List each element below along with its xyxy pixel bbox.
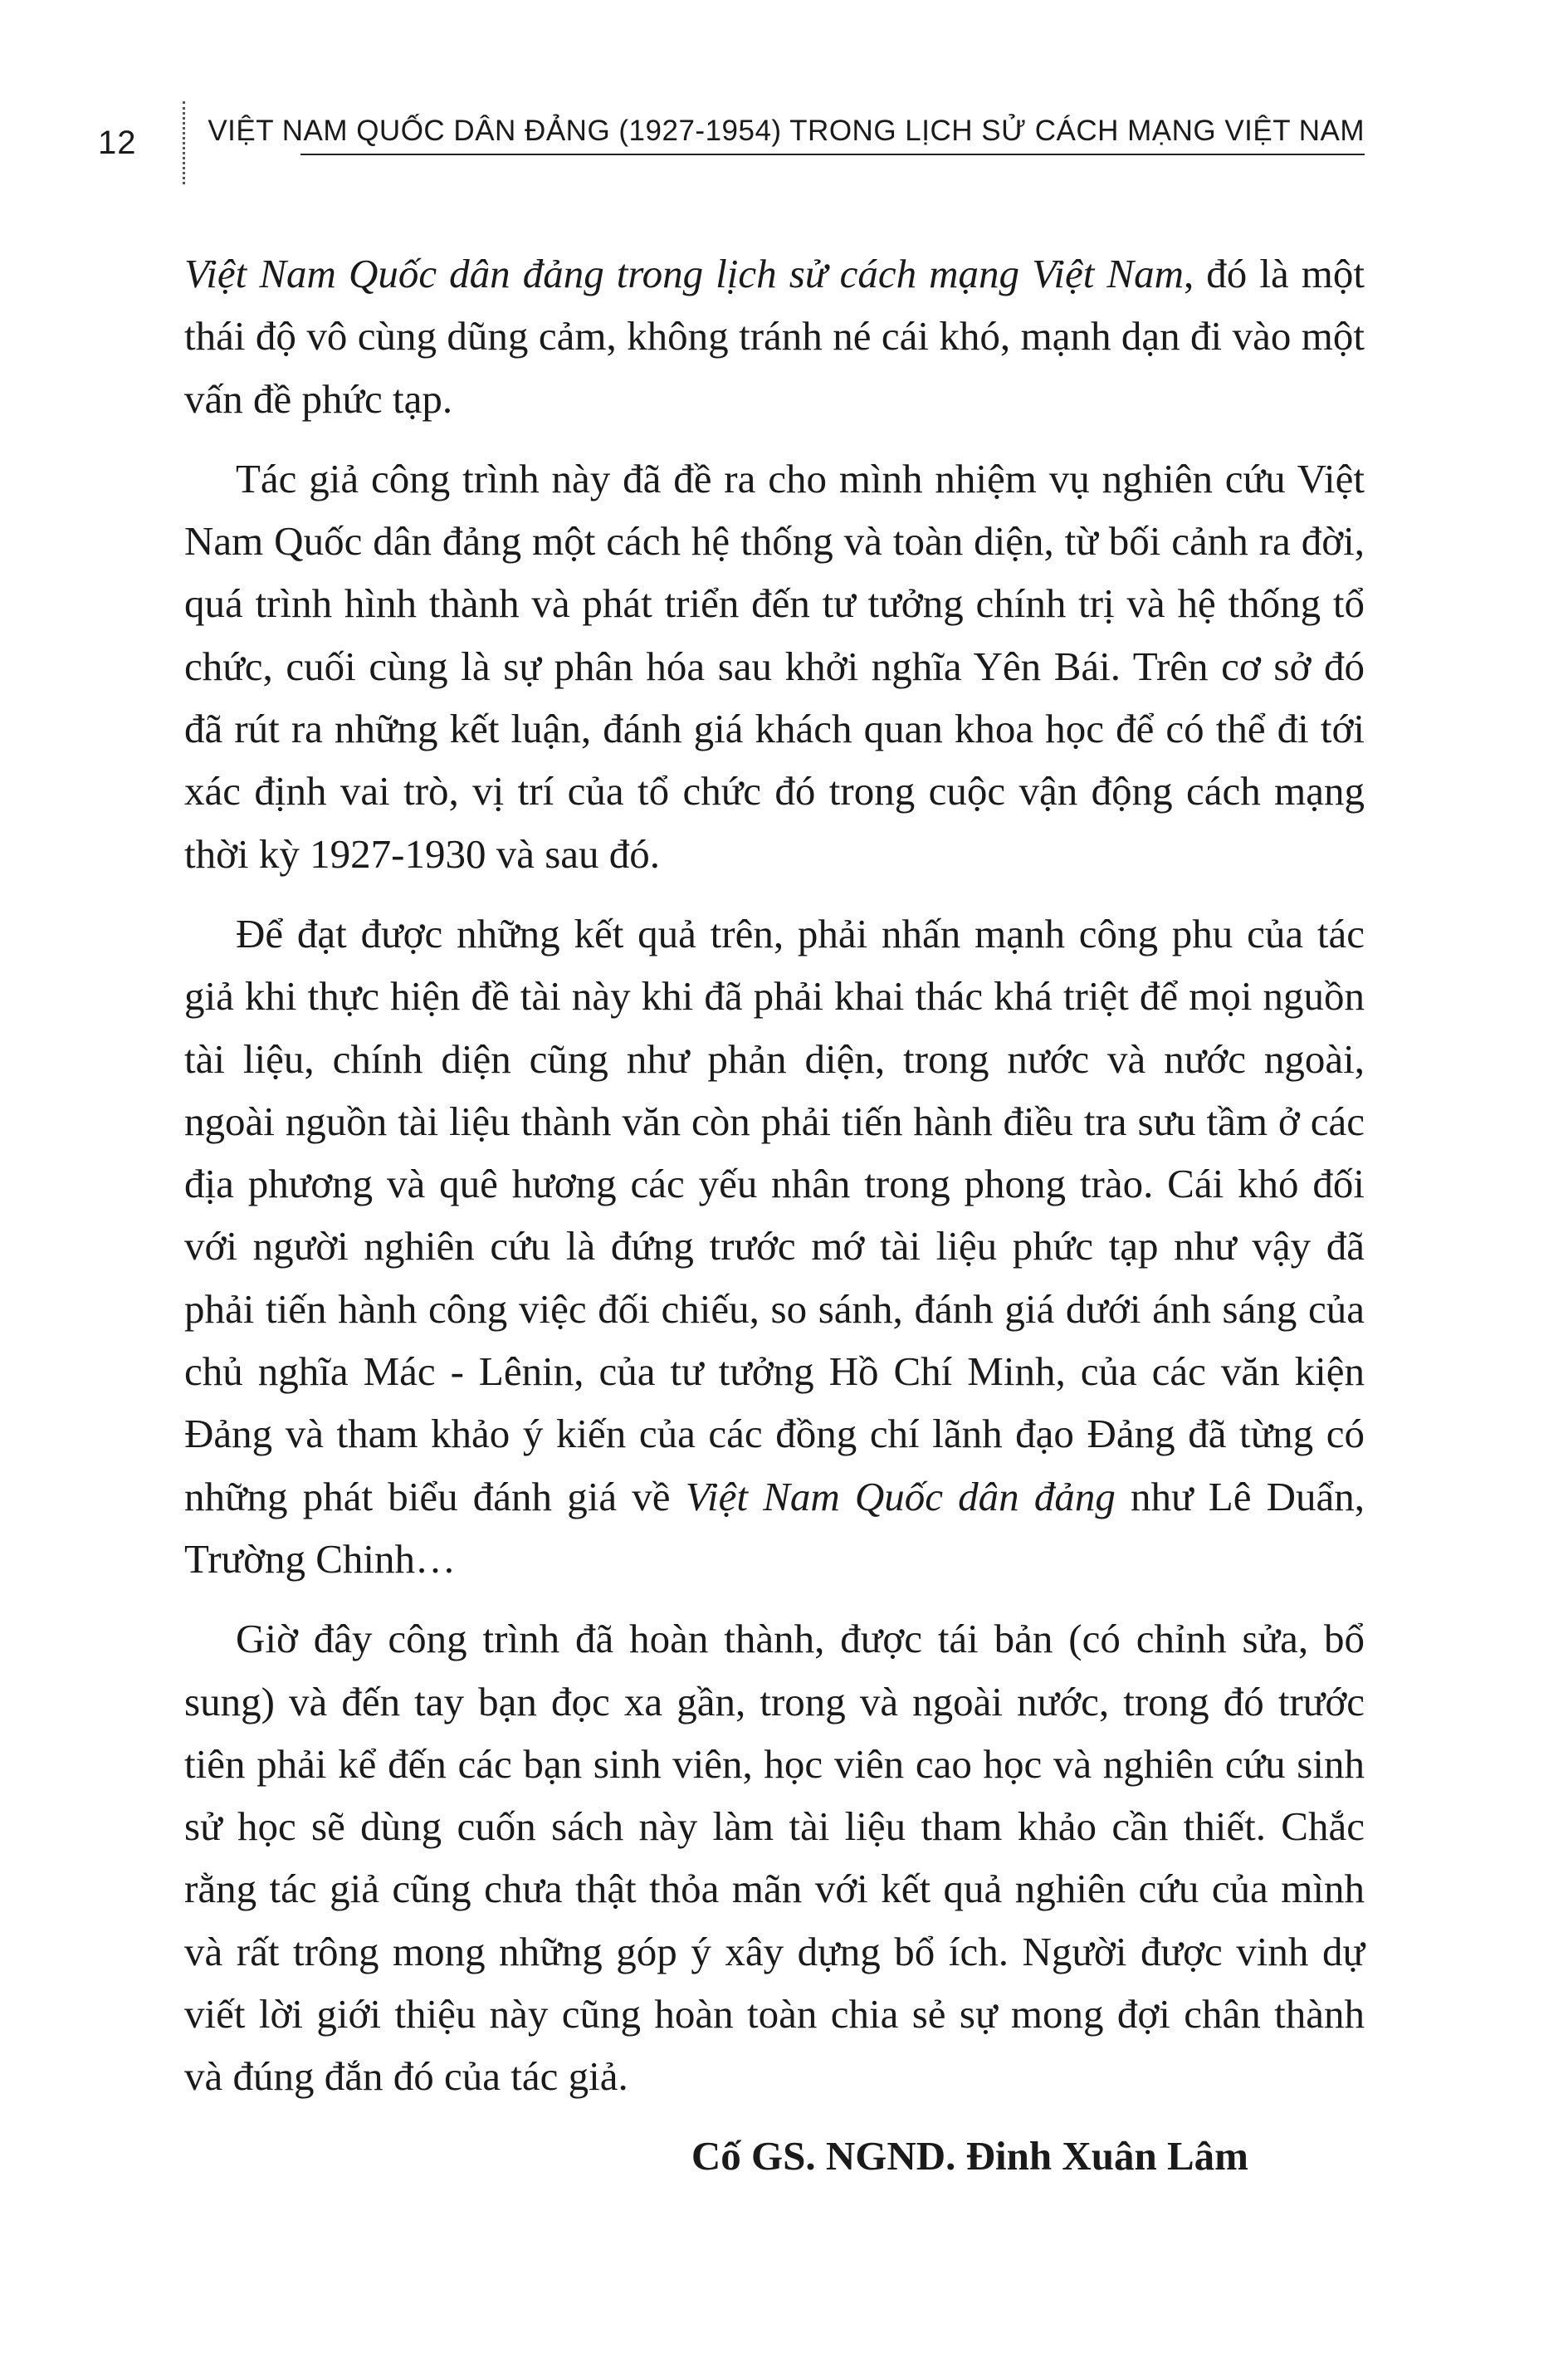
- header-divider-vertical: [183, 101, 185, 184]
- header-rule: [300, 154, 1365, 155]
- signature: Cố GS. NGND. Đinh Xuân Lâm: [691, 2133, 1248, 2179]
- paragraph-4: Giờ đây công trình đã hoàn thành, được tái bản (có chỉnh sửa, bổ sung) và đến tay bạn đọc xa gần, trong và ngoài nước, trong đó trước tiên phải kể đến các bạn sinh viên, học viên cao học và nghiên cứu sinh sử học sẽ dùng cuốn sách này làm tài liệu tham khảo cần thiết. Chắc rằng tác giả cũng chưa thật thỏa mãn với kết quả nghiên cứu của mình và rất trông mong những góp ý xây dựng bổ ích. Người được vinh dự viết lời giới thiệu này cũng hoàn toàn chia sẻ sự mong đợi chân thành và đúng đắn đó của tác giả.: [184, 1616, 1365, 2100]
- paragraph-3-tail: như Lê Duẩn, Trường Chinh…: [184, 1473, 1365, 1582]
- paragraph-1: [184, 242, 1365, 430]
- paragraph-1-text: , đó là một thái độ vô cùng dũng cảm, không tránh né cái khó, mạnh dạn đi vào một vấn đề phức tạp.: [184, 251, 1365, 422]
- page-number: 12: [98, 125, 137, 161]
- paragraph-3: [184, 903, 1365, 1590]
- party-name-italic: Việt Nam Quốc dân đảng: [685, 1473, 1116, 1519]
- body-text: [184, 242, 1365, 2126]
- paragraph-2: Tác giả công trình này đã đề ra cho mình nhiệm vụ nghiên cứu Việt Nam Quốc dân đảng một cách hệ thống và toàn diện, từ bối cảnh ra đời, quá trình hình thành và phát triển đến tư tưởng chính trị và hệ thống tổ chức, cuối cùng là sự phân hóa sau khởi nghĩa Yên Bái. Trên cơ sở đó đã rút ra những kết luận, đánh giá khách quan khoa học để có thể đi tới xác định vai trò, vị trí của tổ chức đó trong cuộc vận động cách mạng thời kỳ 1927-1930 và sau đó.: [184, 455, 1365, 877]
- running-head: VIỆT NAM QUỐC DÂN ĐẢNG (1927-1954) TRONG LỊCH SỬ CÁCH MẠNG VIỆT NAM: [208, 115, 1365, 147]
- paragraph-3-text: Để đạt được những kết quả trên, phải nhấn mạnh công phu của tác giả khi thực hiện đề tài này khi đã phải khai thác khá triệt để mọi nguồn tài liệu, chính diện cũng như phản diện, trong nước và nước ngoài, ngoài nguồn tài liệu thành văn còn phải tiến hành điều tra sưu tầm ở các địa phương và quê hương các yếu nhân trong phong trào. Cái khó đối với người nghiên cứu là đứng trước mớ tài liệu phức tạp như vậy đã phải tiến hành công việc đối chiếu, so sánh, đánh giá dưới ánh sáng của chủ nghĩa Mác - Lênin, của tư tưởng Hồ Chí Minh, của các văn kiện Đảng và tham khảo ý kiến của các đồng chí lãnh đạo Đảng đã từng có những phát biểu đánh giá về: [184, 910, 1365, 1519]
- book-title-italic: Việt Nam Quốc dân đảng trong lịch sử cách mạng Việt Nam: [184, 251, 1184, 296]
